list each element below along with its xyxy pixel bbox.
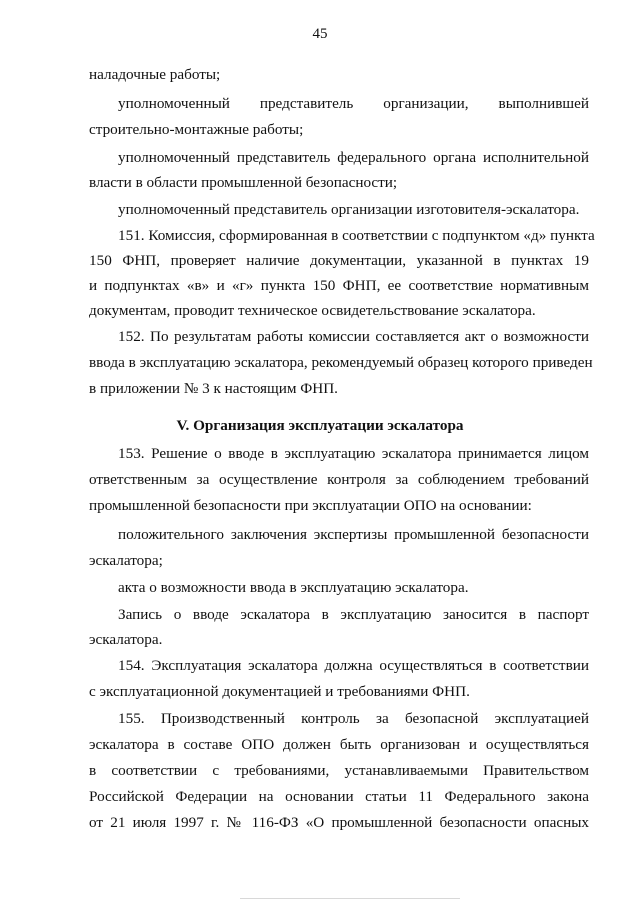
text-line: Российской Федерации на основании статьи 11 Федерального закона: [89, 788, 589, 805]
text-line: документам, проводит техническое освидетельствование эскалатора.: [89, 302, 536, 319]
text-line: в соответствии с требованиями, устанавливаемыми Правительством: [89, 762, 589, 779]
text-line: эскалатора в составе ОПО должен быть организован и осуществляться: [89, 736, 589, 753]
text-line: промышленной безопасности при эксплуатации ОПО на основании:: [89, 497, 532, 514]
text-line: и подпунктах «в» и «г» пункта 150 ФНП, ее соответствие нормативным: [89, 277, 589, 294]
section-heading: V. Организация эксплуатации эскалатора: [176, 417, 464, 434]
text-line: уполномоченный представитель федерального органа исполнительной: [118, 149, 589, 166]
page-number: 45: [312, 26, 328, 42]
scan-edge-line: [240, 898, 460, 899]
text-line: 153. Решение о вводе в эксплуатацию эскалатора принимается лицом: [118, 445, 589, 462]
text-line: от 21 июля 1997 г. № 116-ФЗ «О промышленной безопасности опасных: [89, 814, 589, 831]
text-line: власти в области промышленной безопасности;: [89, 174, 398, 191]
text-line: положительного заключения экспертизы промышленной безопасности: [118, 526, 589, 543]
text-line: в приложении № 3 к настоящим ФНП.: [89, 380, 338, 397]
text-line: с эксплуатационной документацией и требованиями ФНП.: [89, 683, 470, 700]
text-line: акта о возможности ввода в эксплуатацию эскалатора.: [118, 579, 469, 596]
text-line: 155. Производственный контроль за безопасной эксплуатацией: [118, 710, 589, 727]
text-line: 154. Эксплуатация эскалатора должна осуществляться в соответствии: [118, 657, 589, 674]
text-line: ввода в эксплуатацию эскалатора, рекомендуемый образец которого приведен: [89, 354, 593, 371]
text-line: наладочные работы;: [89, 66, 221, 83]
text-line: эскалатора;: [89, 552, 163, 569]
text-line: 151. Комиссия, сформированная в соответствии с подпунктом «д» пункта: [118, 227, 595, 244]
text-line: эскалатора.: [89, 631, 163, 648]
text-line: 152. По результатам работы комиссии составляется акт о возможности: [118, 328, 589, 345]
text-line: ответственным за осуществление контроля за соблюдением требований: [89, 471, 589, 488]
text-line: уполномоченный представитель организации изготовителя-эскалатора.: [118, 201, 580, 218]
text-line: 150 ФНП, проверяет наличие документации, указанной в пунктах 19: [89, 252, 589, 269]
text-line: строительно-монтажные работы;: [89, 121, 304, 138]
text-line: Запись о вводе эскалатора в эксплуатацию заносится в паспорт: [118, 606, 589, 623]
text-line: уполномоченный представитель организации, выполнившей: [118, 95, 589, 112]
